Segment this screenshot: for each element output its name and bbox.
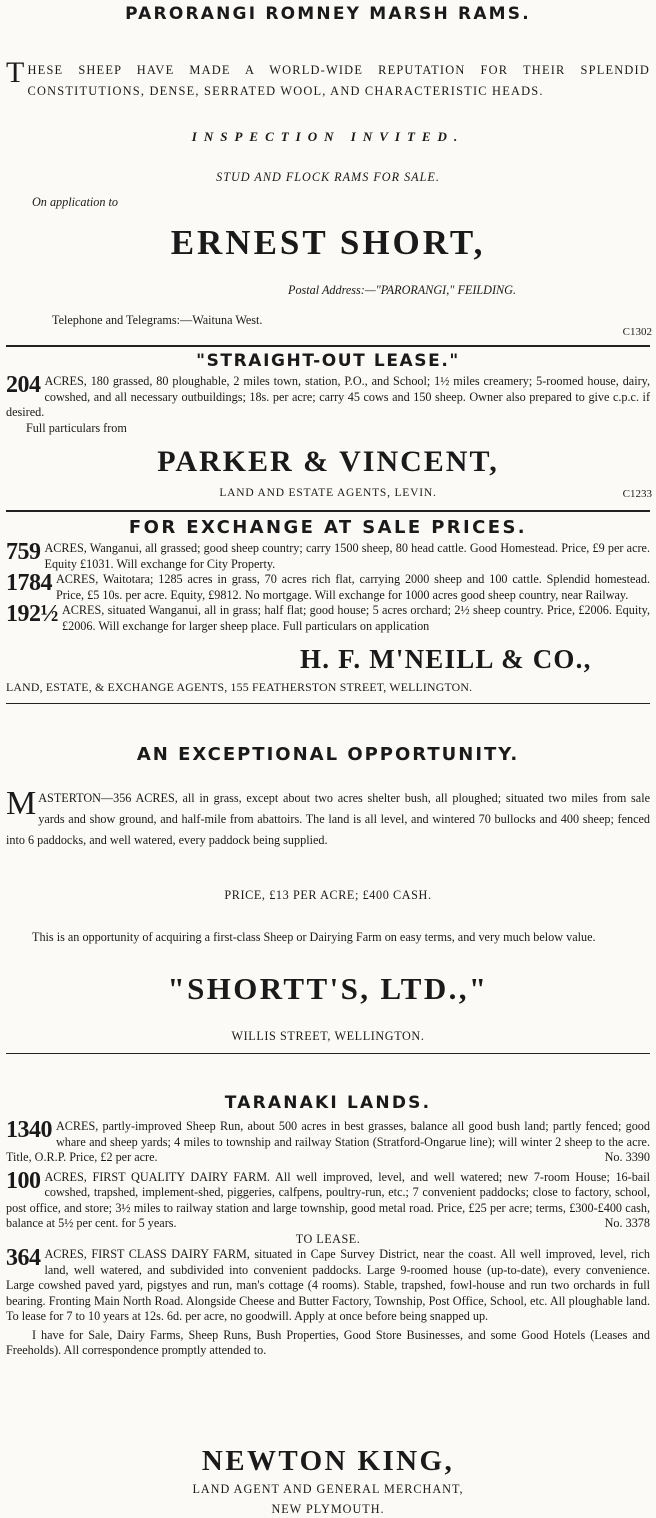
drop-cap: M [6, 785, 37, 822]
acreage-number: 204 [6, 372, 41, 398]
stud-line: STUD AND FLOCK RAMS FOR SALE. [216, 170, 440, 184]
ad-heading: AN EXCEPTIONAL OPPORTUNITY. [136, 744, 520, 765]
price-line: PRICE, £13 PER ACRE; £400 CASH. [224, 888, 432, 902]
to-lease-heading: TO LEASE. [295, 1231, 361, 1246]
inspection-line: INSPECTION INVITED. [191, 129, 465, 144]
particulars-line: Full particulars from [26, 420, 127, 435]
acreage-number: 1784 [6, 570, 52, 596]
ad-code: C1233 [622, 488, 652, 500]
listing-number: No. 3378 [604, 1216, 650, 1230]
listing-item [0, 541, 656, 572]
acreage-number: 759 [6, 539, 41, 565]
postal-address: Postal Address:—"PARORANGI," FEILDING. [288, 283, 517, 297]
advertiser-town: NEW PLYMOUTH. [271, 1502, 385, 1516]
advertiser-name: H. F. M'NEILL & CO., [300, 644, 592, 674]
advertiser-name: "SHORTT'S, LTD.," [167, 971, 489, 1006]
advertiser-address: LAND, ESTATE, & EXCHANGE AGENTS, 155 FEATHERSTON STREET, WELLINGTON. [6, 680, 473, 694]
acreage-number: 192½ [6, 601, 58, 627]
listing-text: ACRES, Wanganui, all grassed; good sheep country; carry 1500 sheep, 80 head cattle. Good Homestead. Price, £9 per acre. Equity £1031. Will exchange for City Property. [44, 541, 650, 571]
listing-item [0, 1119, 656, 1166]
ad-body [0, 56, 656, 102]
ad-heading: PARORANGI ROMNEY MARSH RAMS. [125, 4, 531, 24]
divider [6, 703, 650, 704]
advertiser-name: NEWTON KING, [201, 1445, 455, 1477]
divider [6, 345, 650, 347]
closing-paragraph: I have for Sale, Dairy Farms, Sheep Runs, Bush Properties, Good Store Businesses, and some Good Hotels (Leases and Freeholds). All correspondence promptly attended to. [6, 1327, 650, 1357]
telephone-line: Telephone and Telegrams:—Waituna West. [52, 313, 263, 327]
lease-item [0, 1247, 656, 1325]
ad-code: C1302 [622, 326, 652, 338]
taranaki-listings [0, 1119, 656, 1359]
listing-text: ACRES, FIRST QUALITY DAIRY FARM. All well improved, level, and well watered; new 7-room House; 16-bail cowshed, trapshed, implement-shed, piggeries, calfpens, poultry-run, etc.; 7 convenient paddocks; close to factory, school, post office, and store; 3½ miles to railway station and large township, good metal road. Price, £25 per acre; terms, £300-£400 cash, balance at 5½ per cent. for 5 years. [6, 1169, 650, 1230]
lease-text: ACRES, FIRST CLASS DAIRY FARM, situated in Cape Survey District, near the coast. All well improved, level, rich land, well watered, and subdivided into convenient paddocks. Large 9-roomed house (up-to-date), every convenience. Large cowshed paved yard, pigstyes and run, man's cottage (4 rooms). Stable, trapshed, fowl-house and run two orchards in full bearing. Fronting Main North Road. Alongside Cheese and Butter Factory, Township, Post Office, School, etc. All ploughable land. To lease for 7 to 10 years at 12s. 6d. per acre, no goodwill. Apply at once before being snapped up. [6, 1247, 650, 1323]
body-text: ASTERTON—356 ACRES, all in grass, except about two acres shelter bush, all ploughed; situated two miles from sale yards and show ground, and half-mile from abattoirs. The land is all level, and wintered 70 bullocks and 400 sheep; fenced into 6 paddocks, and well watered, every paddock being supplied. [6, 791, 650, 847]
ad-body [0, 785, 656, 851]
advertiser-subtitle: LAND AGENT AND GENERAL MERCHANT, [192, 1482, 464, 1496]
opportunity-text [0, 928, 656, 946]
advertiser-name: PARKER & VINCENT, [157, 445, 499, 478]
ad-heading: TARANAKI LANDS. [224, 1093, 432, 1113]
body-text: ACRES, 180 grassed, 80 ploughable, 2 miles town, station, P.O., and School; 1½ miles creamery; 5-roomed house, dairy, cowshed, and all necessary outbuildings; 18s. per acre; carry 45 cows and 150 sheep. Owner also prepared to give c.p.c. if desired. [6, 374, 650, 419]
advertiser-subtitle: LAND AND ESTATE AGENTS, LEVIN. [219, 487, 437, 499]
application-line: On application to [32, 195, 118, 209]
acreage-number: 100 [6, 1167, 41, 1194]
drop-cap: T [6, 56, 26, 89]
acreage-number: 1340 [6, 1117, 52, 1143]
exchange-listings [0, 541, 656, 634]
advertiser-name: ERNEST SHORT, [170, 223, 486, 262]
ad-heading: "STRAIGHT-OUT LEASE." [196, 351, 460, 371]
listing-text: ACRES, situated Wanganui, all in grass; half flat; good house; 5 acres orchard; 2½ sheep country. Price, £2006. Equity, £2006. Will exchange for larger sheep place. Full particulars on application [62, 603, 650, 633]
divider [6, 1053, 650, 1054]
divider [6, 510, 650, 512]
listing-item [0, 572, 656, 603]
opportunity-paragraph: This is an opportunity of acquiring a first-class Sheep or Dairying Farm on easy terms, and very much below value. [32, 930, 596, 944]
listing-text: ACRES, partly-improved Sheep Run, about 500 acres in best grasses, balance all good bush land; partly fenced; good whare and sheep yards; 4 miles to township and railway Station (Stratford-Ongarue line); will winter 2 sheep to the acre. Title, O.R.P. Price, £2 per acre. [6, 1119, 650, 1164]
advertiser-address: WILLIS STREET, WELLINGTON. [231, 1029, 425, 1043]
listing-item [0, 603, 656, 634]
listing-text: ACRES, Waitotara; 1285 acres in grass, 70 acres rich flat, carrying 2000 sheep and 100 cattle. Splendid homestead. Price, £5 10s. per acre. Equity, £9812. No mortgage. Will exchange for 1000 acres good sheep country, near Railway. [56, 572, 650, 602]
listing-item [0, 1167, 656, 1232]
acreage-number: 364 [6, 1245, 41, 1271]
ad-heading: FOR EXCHANGE AT SALE PRICES. [128, 517, 528, 538]
body-text: HESE SHEEP HAVE MADE A WORLD-WIDE REPUTATION FOR THEIR SPLENDID CONSTITUTIONS, DENSE, SERRATED WOOL, AND CHARACTERISTIC HEADS. [27, 63, 650, 98]
ad-body [0, 374, 656, 436]
listing-number: No. 3390 [604, 1150, 650, 1164]
